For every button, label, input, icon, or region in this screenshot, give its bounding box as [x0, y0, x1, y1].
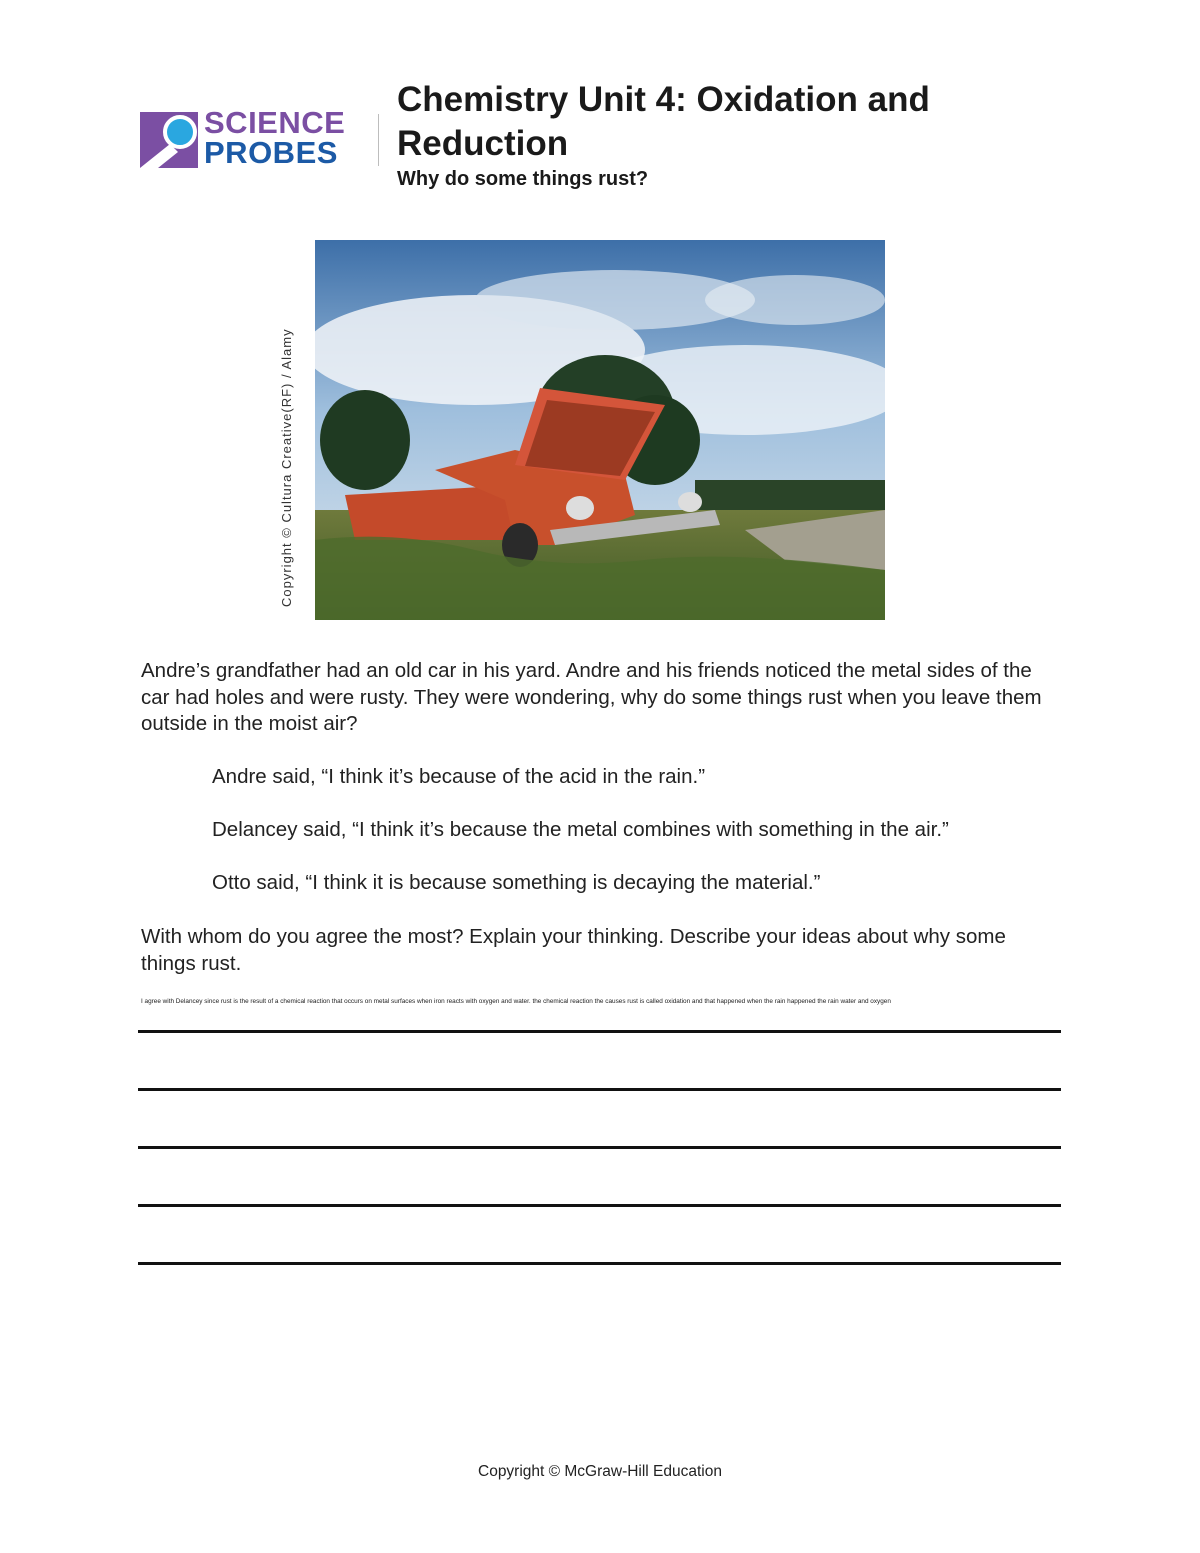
- quote-otto: Otto said, “I think it is because something is decaying the material.”: [212, 871, 821, 894]
- science-probes-logo-icon: [140, 110, 200, 170]
- answer-line: [138, 1204, 1061, 1207]
- logo-divider: [378, 114, 379, 166]
- logo-line-probes: PROBES: [204, 135, 338, 170]
- answer-line: [138, 1030, 1061, 1033]
- question-paragraph: With whom do you agree the most? Explain your thinking. Describe your ideas about why some things rust.: [141, 925, 1006, 975]
- quote-andre: Andre said, “I think it’s because of the acid in the rain.”: [212, 765, 706, 788]
- footer-copyright: Copyright © McGraw-Hill Education: [478, 1463, 722, 1480]
- rusty-car-illustration: [315, 240, 885, 620]
- answer-line: [138, 1146, 1061, 1149]
- logo-line-science: SCIENCE: [204, 105, 346, 140]
- student-answer[interactable]: I agree with Delancey since rust is the result of a chemical reaction that occurs on metal surfaces when iron reacts with oxygen and water. the chemical reaction the causes rust is called oxidation and that happened when the rain happened the rain water and oxygen: [141, 998, 891, 1005]
- page-subtitle: Why do some things rust?: [397, 168, 649, 190]
- answer-line: [138, 1262, 1061, 1265]
- rusty-car-photo: [315, 240, 885, 620]
- logo: [140, 105, 360, 172]
- page-title: Chemistry Unit 4: Oxidation and Reduction: [397, 80, 930, 163]
- intro-paragraph: Andre’s grandfather had an old car in his yard. Andre and his friends noticed the metal sides of the car had holes and were rusty. They were wondering, why do some things rust when you leave them outside in the moist air?: [141, 659, 1042, 735]
- photo-credit: Copyright © Cultura Creative(RF) / Alamy: [279, 328, 294, 607]
- answer-line: [138, 1088, 1061, 1091]
- quote-delancey: Delancey said, “I think it’s because the metal combines with something in the air.”: [212, 818, 949, 841]
